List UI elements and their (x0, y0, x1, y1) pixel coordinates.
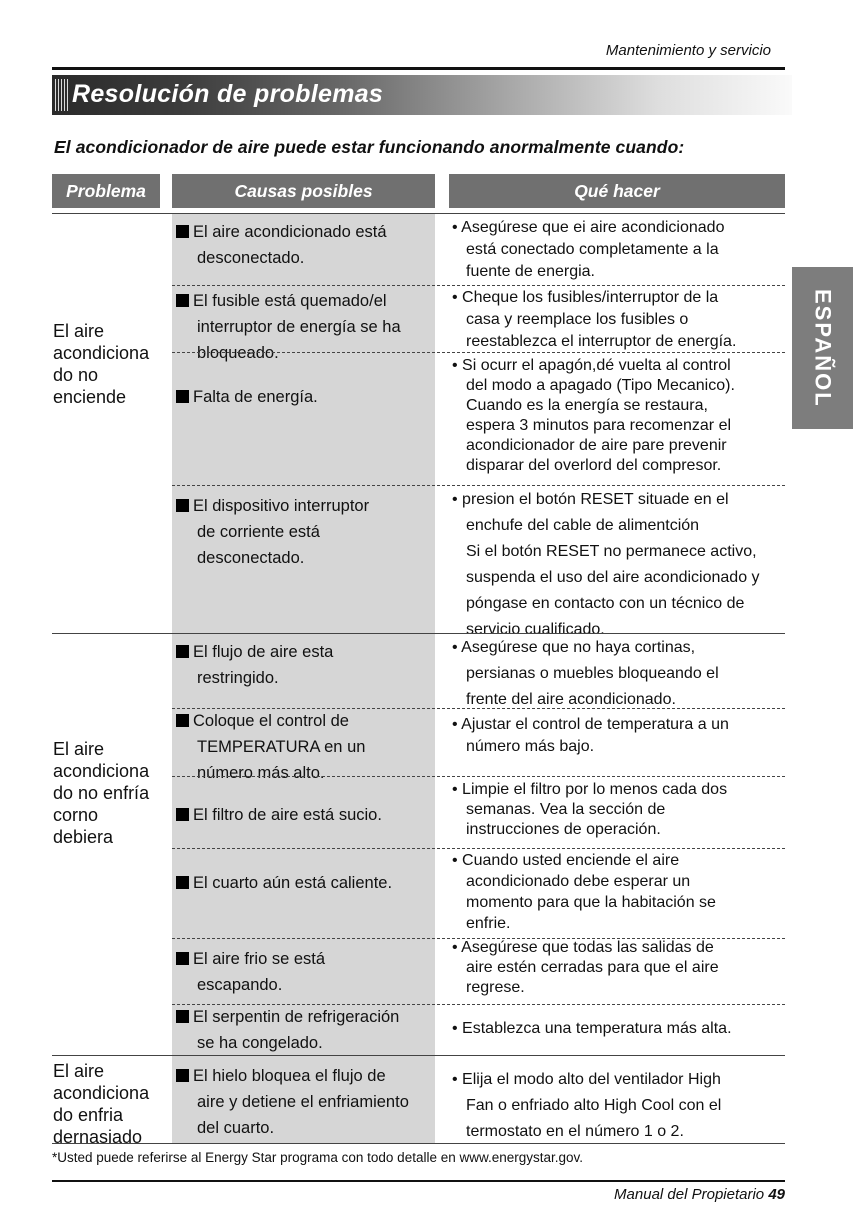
solution-cell (452, 850, 807, 934)
solution-line: termostato en el número 1 o 2. (466, 1123, 684, 1140)
row-divider (172, 848, 785, 849)
solution-line: está conectado completamente a la (466, 241, 719, 258)
solution-line: • Limpie el filtro por lo menos cada dos (452, 781, 728, 798)
language-tab-label: ESPAÑOL (810, 288, 836, 408)
cause-text: Falta de energía. (193, 388, 318, 406)
section-header: Mantenimiento y servicio (605, 42, 771, 59)
solution-line: Cuando es la energía se restaura, (466, 397, 708, 414)
solution-cell (452, 714, 807, 758)
cause-cell (176, 288, 432, 366)
solution-line: acondicionado debe esperar un (466, 873, 691, 890)
solution-line: • Si ocurr el apagón,dé vuelta al control (452, 357, 731, 374)
problem-line: do no (53, 365, 99, 385)
solution-line: regrese. (466, 979, 525, 996)
solution-line: enchufe del cable de alimentción (466, 517, 700, 534)
title-bar-stripes (55, 79, 69, 111)
page-number: 49 (768, 1186, 785, 1203)
page-title: Resolución de problemas (72, 80, 384, 108)
problem-line: corno (53, 805, 99, 825)
problem-line: acondiciona (53, 343, 150, 363)
cause-cell (176, 219, 432, 271)
cause-line (176, 288, 432, 314)
title-bar (52, 75, 792, 115)
square-bullet-icon (176, 294, 189, 307)
column-header-problem: Problema (52, 174, 160, 208)
cause-text: Coloque el control de (193, 712, 349, 730)
cause-text: El aire frio se está (193, 950, 326, 968)
solution-line: enfrie. (466, 915, 511, 932)
header-rule (52, 67, 785, 70)
cause-line (176, 708, 432, 734)
solution-line: casa y reemplace los fusibles o (466, 311, 689, 328)
cause-text: El aire acondicionado está (193, 223, 387, 241)
solution-line: número más bajo. (466, 738, 595, 755)
row-divider (172, 352, 785, 353)
cause-text: El cuarto aún está caliente. (193, 874, 393, 892)
solution-line: • Ajustar el control de temperatura a un (452, 716, 729, 733)
cause-line: desconectado. (197, 549, 305, 567)
solution-cell (452, 356, 807, 476)
problem-line: debiera (53, 827, 114, 847)
solution-cell (452, 487, 807, 643)
cause-line: restringido. (197, 669, 279, 687)
cause-line: se ha congelado. (197, 1034, 323, 1052)
manual-title: Manual del Propietario (614, 1186, 765, 1203)
problem-line: El aire (53, 739, 105, 759)
solution-cell (452, 1067, 807, 1145)
problem-line: El aire (53, 321, 105, 341)
solution-line: • Asegúrese que no haya cortinas, (452, 639, 696, 656)
group-divider (52, 633, 785, 634)
solution-line: • Cheque los fusibles/interruptor de la (452, 289, 719, 306)
column-header-solution: Qué hacer (449, 174, 785, 208)
solution-line: persianas o muebles bloqueando el (466, 665, 719, 682)
cause-line: interruptor de energía se ha (197, 318, 401, 336)
cause-line (176, 870, 432, 896)
cause-line: bloqueado. (197, 344, 279, 362)
solution-cell (452, 217, 807, 283)
problem-cell (53, 1060, 149, 1148)
problem-cell (53, 738, 149, 848)
cause-text: El filtro de aire está sucio. (193, 806, 382, 824)
cause-line (176, 802, 432, 828)
problem-line: do enfria (53, 1105, 124, 1125)
solution-line: instrucciones de operación. (466, 821, 661, 838)
cause-line (176, 384, 432, 410)
footnote: *Usted puede referirse al Energy Star programa con todo detalle en www.energystar.gov. (52, 1150, 584, 1165)
cause-cell (176, 639, 432, 691)
solution-line: momento para que la habitación se (466, 894, 716, 911)
square-bullet-icon (176, 499, 189, 512)
row-divider (172, 285, 785, 286)
row-divider (172, 485, 785, 486)
problem-line: acondiciona (53, 1083, 150, 1103)
solution-line: del modo a apagado (Tipo Mecanico). (466, 377, 735, 394)
cause-text: El serpentin de refrigeración (193, 1008, 400, 1026)
cause-cell (176, 802, 432, 828)
solution-line: • presion el botón RESET situade en el (452, 491, 729, 508)
cause-line: TEMPERATURA en un (197, 738, 366, 756)
cause-line (176, 1063, 432, 1089)
problem-line: do no enfría (53, 783, 150, 803)
solution-line: • Elija el modo alto del ventilador High (452, 1071, 721, 1088)
solution-line: acondicionador de aire pare prevenir (466, 437, 727, 454)
problem-line: El aire (53, 1061, 105, 1081)
solution-line: • Establezca una temperatura más alta. (452, 1020, 732, 1037)
solution-cell (452, 1018, 807, 1040)
problem-line: acondiciona (53, 761, 150, 781)
problem-line: dernasiado (53, 1127, 143, 1147)
square-bullet-icon (176, 1069, 189, 1082)
solution-cell (452, 938, 807, 998)
solution-line: póngase en contacto con un técnico de (466, 595, 745, 612)
square-bullet-icon (176, 225, 189, 238)
cause-text: El fusible está quemado/el (193, 292, 387, 310)
problem-cell (53, 320, 149, 408)
cause-cell (176, 870, 432, 896)
solution-line: aire estén cerradas para que el aire (466, 959, 719, 976)
cause-cell (176, 708, 432, 786)
subtitle: El acondicionador de aire puede estar funcionando anormalmente cuando: (54, 137, 685, 157)
square-bullet-icon (176, 1010, 189, 1023)
cause-line (176, 639, 432, 665)
cause-cell (176, 384, 432, 410)
square-bullet-icon (176, 390, 189, 403)
square-bullet-icon (176, 952, 189, 965)
group-divider (52, 1055, 785, 1056)
solution-cell (452, 780, 807, 840)
cause-line (176, 1004, 432, 1030)
cause-text: El dispositivo interruptor (193, 497, 370, 515)
column-header-causes: Causas posibles (172, 174, 435, 208)
solution-line: suspenda el uso del aire acondicionado y (466, 569, 760, 586)
cause-line: de corriente está (197, 523, 320, 541)
cause-text: El hielo bloquea el flujo de (193, 1067, 386, 1085)
table-bottom-rule (52, 1143, 785, 1144)
cause-cell (176, 1004, 432, 1056)
solution-line: • Asegúrese que todas las salidas de (452, 939, 714, 956)
solution-line: reestablezca el interruptor de energía. (466, 333, 737, 350)
cause-line (176, 493, 432, 519)
solution-cell (452, 635, 807, 713)
cause-cell (176, 493, 432, 571)
cause-text: El flujo de aire esta (193, 643, 334, 661)
solution-line: Fan o enfriado alto High Cool con el (466, 1097, 722, 1114)
group-divider (52, 213, 785, 214)
solution-line: • Cuando usted enciende el aire (452, 852, 680, 869)
problem-line: enciende (53, 387, 127, 407)
cause-line (176, 946, 432, 972)
square-bullet-icon (176, 808, 189, 821)
square-bullet-icon (176, 645, 189, 658)
cause-line: aire y detiene el enfriamiento (197, 1093, 409, 1111)
cause-line: desconectado. (197, 249, 305, 267)
footer-rule (52, 1180, 785, 1182)
solution-line: fuente de energia. (466, 263, 595, 280)
cause-line: escapando. (197, 976, 283, 994)
cause-line (176, 219, 432, 245)
solution-cell (452, 287, 807, 353)
cause-line: número más alto. (197, 764, 325, 782)
solution-line: espera 3 minutos para recomenzar el (466, 417, 732, 434)
cause-cell (176, 1063, 432, 1141)
solution-line: disparar del overlord del compresor. (466, 457, 722, 474)
footer (614, 1186, 785, 1203)
square-bullet-icon (176, 876, 189, 889)
solution-line: frente del aire acondicionado. (466, 691, 676, 708)
square-bullet-icon (176, 714, 189, 727)
solution-line: semanas. Vea la sección de (466, 801, 666, 818)
cause-line: del cuarto. (197, 1119, 275, 1137)
solution-line: servicio cualificado. (466, 621, 605, 638)
row-divider (172, 776, 785, 777)
cause-cell (176, 946, 432, 998)
solution-line: Si el botón RESET no permanece activo, (466, 543, 757, 560)
solution-line: • Asegúrese que ei aire acondicionado (452, 219, 725, 236)
